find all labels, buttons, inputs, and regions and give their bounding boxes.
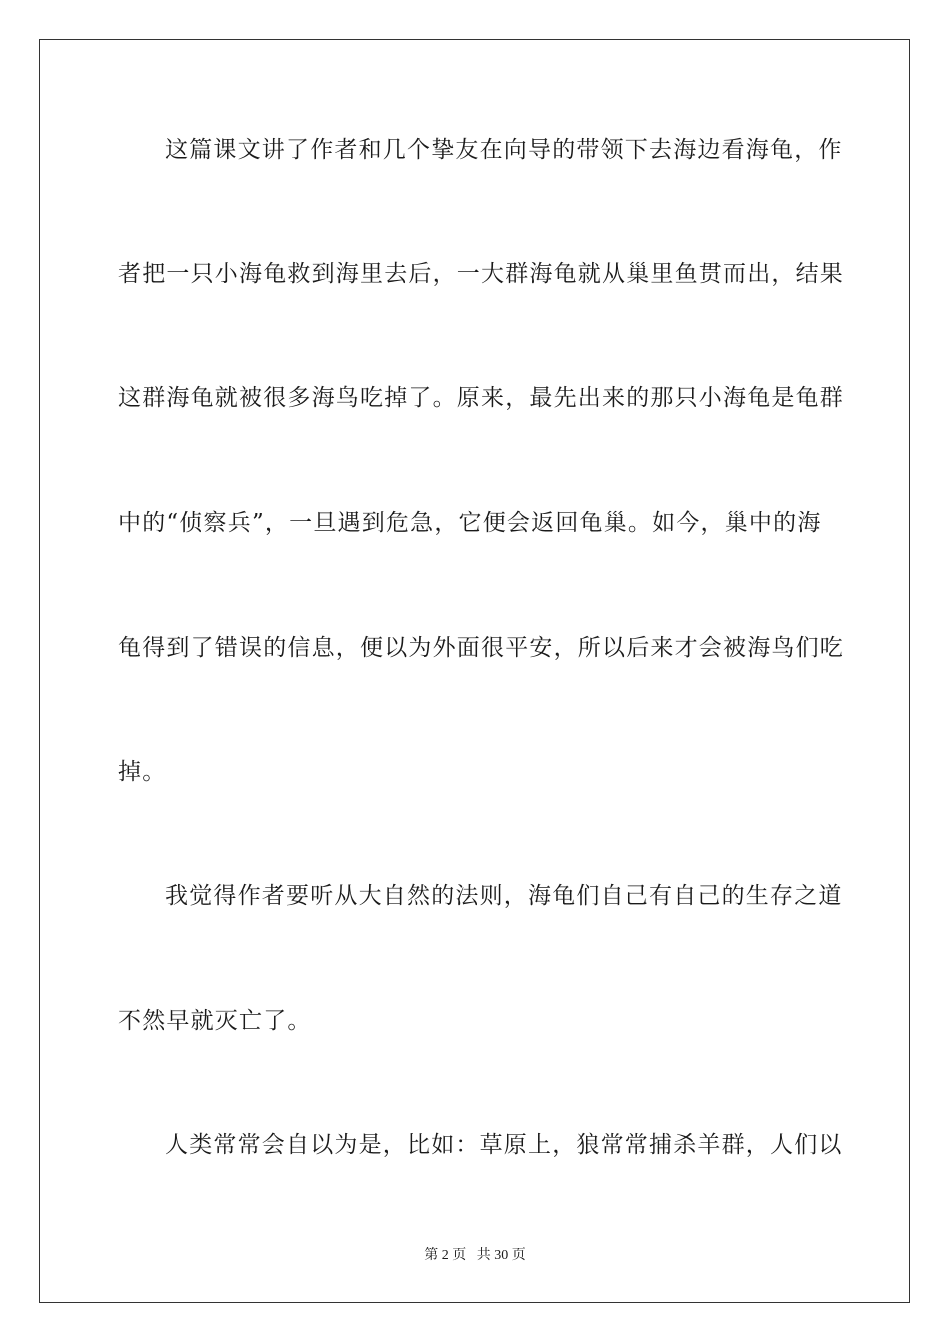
text-line-4: 中的“侦察兵”，一旦遇到危急，它便会返回龟巢。如今，巢中的海	[118, 510, 822, 536]
text-line-6: 掉。	[118, 759, 167, 785]
text-line-3: 这群海龟就被很多海鸟吃掉了。原来，最先出来的那只小海龟是龟群	[118, 385, 844, 411]
page-border	[39, 39, 910, 1303]
text-line-8: 不然早就灭亡了。	[118, 1008, 312, 1034]
text-line-9: 人类常常会自以为是，比如：草原上，狼常常捕杀羊群，人们以	[165, 1132, 843, 1158]
text-line-5: 龟得到了错误的信息，便以为外面很平安，所以后来才会被海鸟们吃	[118, 635, 844, 661]
text-line-2: 者把一只小海龟救到海里去后，一大群海龟就从巢里鱼贯而出，结果	[118, 261, 844, 287]
text-line-7: 我觉得作者要听从大自然的法则，海龟们自己有自己的生存之道	[165, 883, 843, 909]
text-line-1: 这篇课文讲了作者和几个挚友在向导的带领下去海边看海龟，作	[165, 137, 843, 163]
page-number-footer: 第 2 页 共 30 页	[424, 1248, 526, 1263]
